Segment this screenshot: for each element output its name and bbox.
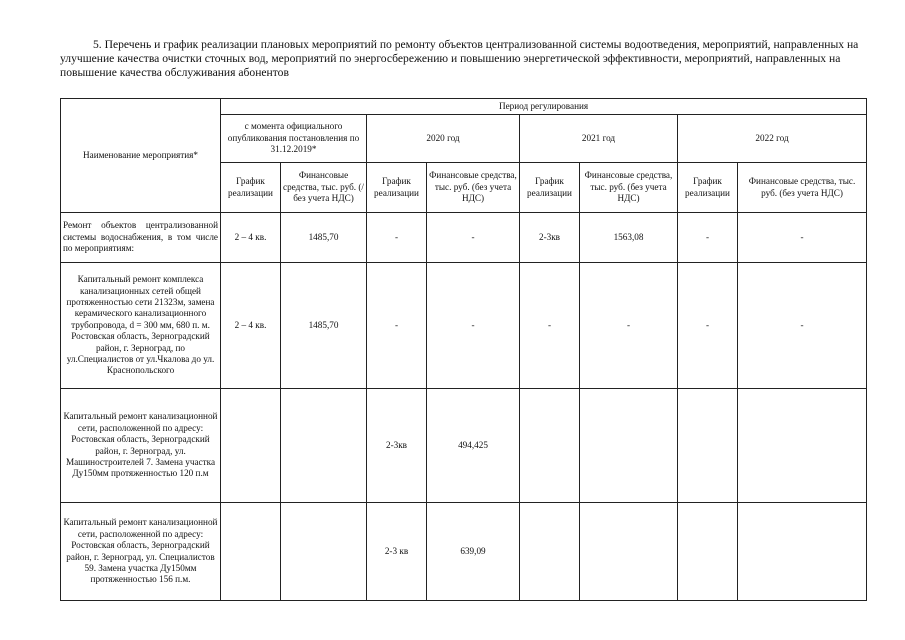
data-cell [738, 263, 867, 389]
schedule-table [60, 98, 867, 601]
data-cell [221, 503, 281, 601]
period-label-2022: 2022 год [755, 132, 789, 143]
sub-schedule-cell [520, 163, 580, 213]
data-cell [427, 503, 520, 601]
header-period: Период регулирования [498, 100, 589, 111]
data-cell [738, 389, 867, 503]
cell-value: 2-3кв [538, 231, 561, 242]
table-row [61, 503, 867, 601]
row-name: Ремонт объектов централизованной системы водоснабжения, в том числе по мероприятиям: [63, 220, 218, 254]
data-cell [520, 213, 580, 263]
data-cell [221, 389, 281, 503]
data-cell [281, 389, 367, 503]
cell-value: 2 – 4 кв. [234, 231, 267, 242]
sub-schedule-label: График реализации [374, 176, 419, 198]
data-cell [367, 213, 427, 263]
data-cell [678, 213, 738, 263]
sub-schedule-label: График реализации [685, 176, 730, 198]
cell-value: - [471, 319, 475, 330]
sub-finance-cell [580, 163, 678, 213]
period-label-2021: 2021 год [581, 132, 616, 143]
header-period-2020 [367, 115, 520, 163]
data-cell [367, 389, 427, 503]
table-row [61, 263, 867, 389]
data-cell [427, 263, 520, 389]
header-period-2021 [520, 115, 678, 163]
section-heading [60, 38, 866, 80]
row-name: Капитальный ремонт канализационной сети, расположенной по адресу: Ростовская область, Зерноградский район, г. Зерноград, ул. Специалистов 59. Замена участка Ду150мм протяженностью 156 п.м. [63, 517, 218, 585]
data-cell [281, 263, 367, 389]
data-cell [738, 503, 867, 601]
header-name-cell [61, 99, 221, 213]
row-name: Капитальный ремонт комплекса канализационных сетей общей протяженностью сети 21323м, замена керамического канализационного трубопровода, d = 300 мм, 680 п. м. Ростовская область, Зерноградский район, г. Зерноград, по ул.Специалистов от ул.Чкалова до ул. Краснопольского [66, 274, 215, 376]
cell-value: 639,09 [460, 545, 486, 556]
sub-finance-label: Финансовые средства, тыс. руб. (без учета НДС) [584, 170, 673, 204]
row-name-cell [61, 503, 221, 601]
header-row-period [61, 99, 867, 115]
sub-schedule-cell [221, 163, 281, 213]
cell-value: - [800, 319, 804, 330]
table-row [61, 213, 867, 263]
sub-finance-label: Финансовые средства, тыс. руб. (без учета НДС) [429, 170, 517, 204]
cell-value: - [394, 231, 399, 242]
data-cell [221, 263, 281, 389]
cell-value: - [626, 319, 631, 330]
row-name-cell [61, 389, 221, 503]
data-cell [580, 213, 678, 263]
header-name: Наименование мероприятия* [82, 149, 199, 160]
cell-value: 2 – 4 кв. [234, 319, 267, 330]
data-cell [427, 213, 520, 263]
cell-value: - [705, 231, 710, 242]
sub-schedule-cell [367, 163, 427, 213]
cell-value: 1563,08 [613, 231, 644, 242]
data-cell [281, 213, 367, 263]
data-cell [367, 263, 427, 389]
data-cell [738, 213, 867, 263]
cell-value: - [547, 319, 552, 330]
sub-finance-label: Финансовые средства, тыс. руб. (/без учета НДС) [283, 170, 364, 204]
sub-schedule-label: График реализации [228, 176, 273, 198]
cell-value: 1485,70 [308, 319, 339, 330]
data-cell [520, 503, 580, 601]
data-cell [678, 389, 738, 503]
data-cell [520, 263, 580, 389]
data-cell [367, 503, 427, 601]
header-period-2022 [678, 115, 867, 163]
sub-finance-cell [281, 163, 367, 213]
data-cell [580, 389, 678, 503]
period-label-initial: с момента официального опубликования постановления по 31.12.2019* [227, 121, 360, 155]
data-cell [520, 389, 580, 503]
period-label-2020: 2020 год [426, 132, 460, 143]
data-cell [580, 263, 678, 389]
cell-value: - [394, 319, 399, 330]
cell-value: 2-3 кв [384, 545, 409, 556]
row-name: Капитальный ремонт канализационной сети, расположенной по адресу: Ростовская область, Зерноградский район, г. Зерноград, ул. Машиностроителей 7. Замена участка Ду150мм протяженностью 120 п.м [63, 411, 218, 479]
section-heading-text: 5. Перечень и график реализации плановых мероприятий по ремонту объектов централизованной системы водоотведения, мероприятий, направленных на улучшение качества очистки сточных вод, мероприятий по энергосбережению и повышению энергетической эффективности, мероприятий, направленных на повышение качества обслуживания абонентов [60, 38, 859, 79]
sub-schedule-cell [678, 163, 738, 213]
row-name-cell [61, 263, 221, 389]
header-period-cell [221, 99, 867, 115]
table-row [61, 389, 867, 503]
row-name-cell [61, 213, 221, 263]
header-period-initial [221, 115, 367, 163]
data-cell [678, 263, 738, 389]
data-cell [580, 503, 678, 601]
data-cell [678, 503, 738, 601]
sub-finance-cell [738, 163, 867, 213]
data-cell [281, 503, 367, 601]
cell-value: 494,425 [458, 439, 488, 450]
cell-value: 1485,70 [308, 231, 339, 242]
cell-value: - [471, 231, 475, 242]
data-cell [427, 389, 520, 503]
sub-finance-label: Финансовые средства, тыс. руб. (без учета НДС) [748, 176, 856, 198]
sub-schedule-label: График реализации [527, 176, 572, 198]
cell-value: - [705, 319, 710, 330]
sub-finance-cell [427, 163, 520, 213]
cell-value: 2-3кв [385, 439, 408, 450]
cell-value: - [800, 231, 804, 242]
data-cell [221, 213, 281, 263]
